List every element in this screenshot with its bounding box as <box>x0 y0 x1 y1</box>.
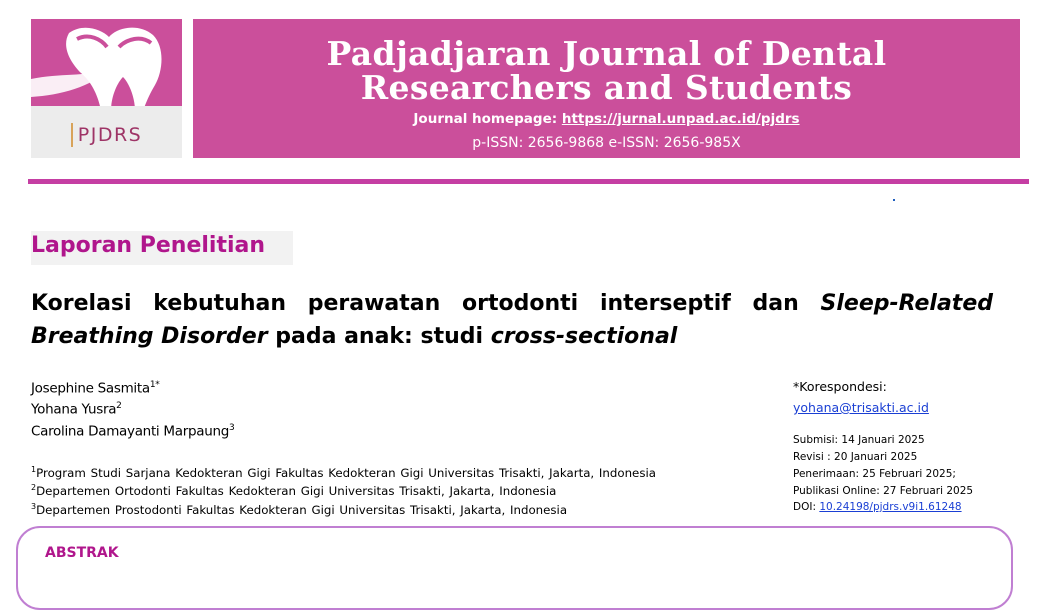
correspondence-email-link[interactable]: yohana@trisakti.ac.id <box>793 400 929 415</box>
acceptance-date: Penerimaan: 25 Februari 2025; <box>793 468 956 480</box>
doi: DOI: 10.24198/pjdrs.v9i1.61248 <box>793 501 962 513</box>
affiliation: $^1$Program Studi Sarjana Kedokteran Gigi Fakultas Kedokteran Gigi Universitas Trisakti, Jakarta, Indonesia <box>31 465 656 480</box>
affiliation: $^2$Departemen Ortodonti Fakultas Kedokteran Gigi Universitas Trisakti, Jakarta, Indonesia <box>31 483 557 498</box>
author: Josephine Sasmita$^{1*}$ <box>31 380 160 397</box>
header-divider <box>28 179 1029 184</box>
submission-date: Submisi: 14 Januari 2025 <box>793 434 925 446</box>
doi-link[interactable]: 10.24198/pjdrs.v9i1.61248 <box>819 501 962 513</box>
journal-banner <box>193 19 1020 158</box>
stray-dot <box>893 199 895 201</box>
publication-date: Publikasi Online: 27 Februari 2025 <box>793 485 974 497</box>
correspondence-label: *Korespondesi: <box>793 379 887 394</box>
tooth-icon <box>31 19 182 106</box>
author: Carolina Damayanti Marpaung$^3$ <box>31 423 235 440</box>
author: Yohana Yusra$^2$ <box>31 401 122 418</box>
section-label: Laporan Penelitian <box>31 233 266 258</box>
journal-homepage: Journal homepage: https://jurnal.unpad.ac.id/pjdrs <box>413 111 800 127</box>
abstract-box <box>16 526 1013 610</box>
affiliation: $^3$Departemen Prostodonti Fakultas Kedokteran Gigi Universitas Trisakti, Jakarta, Indonesia <box>31 502 568 517</box>
abstract-heading: ABSTRAK <box>45 545 119 561</box>
journal-homepage-link[interactable]: https://jurnal.unpad.ac.id/pjdrs <box>561 111 800 127</box>
article-title: Korelasi kebutuhan perawatan ortodonti interseptif dan Sleep-Related Breathing Disorder pada anak: studi cross-sectional <box>31 291 993 349</box>
revision-date: Revisi : 20 Januari 2025 <box>793 451 918 463</box>
journal-issn: p-ISSN: 2656-9868 e-ISSN: 2656-985X <box>472 135 741 151</box>
journal-logo-text: PJDRS <box>31 112 182 158</box>
journal-title: Padjadjaran Journal of Dental Researchers and Students <box>326 34 887 107</box>
logo-divider <box>71 123 73 147</box>
